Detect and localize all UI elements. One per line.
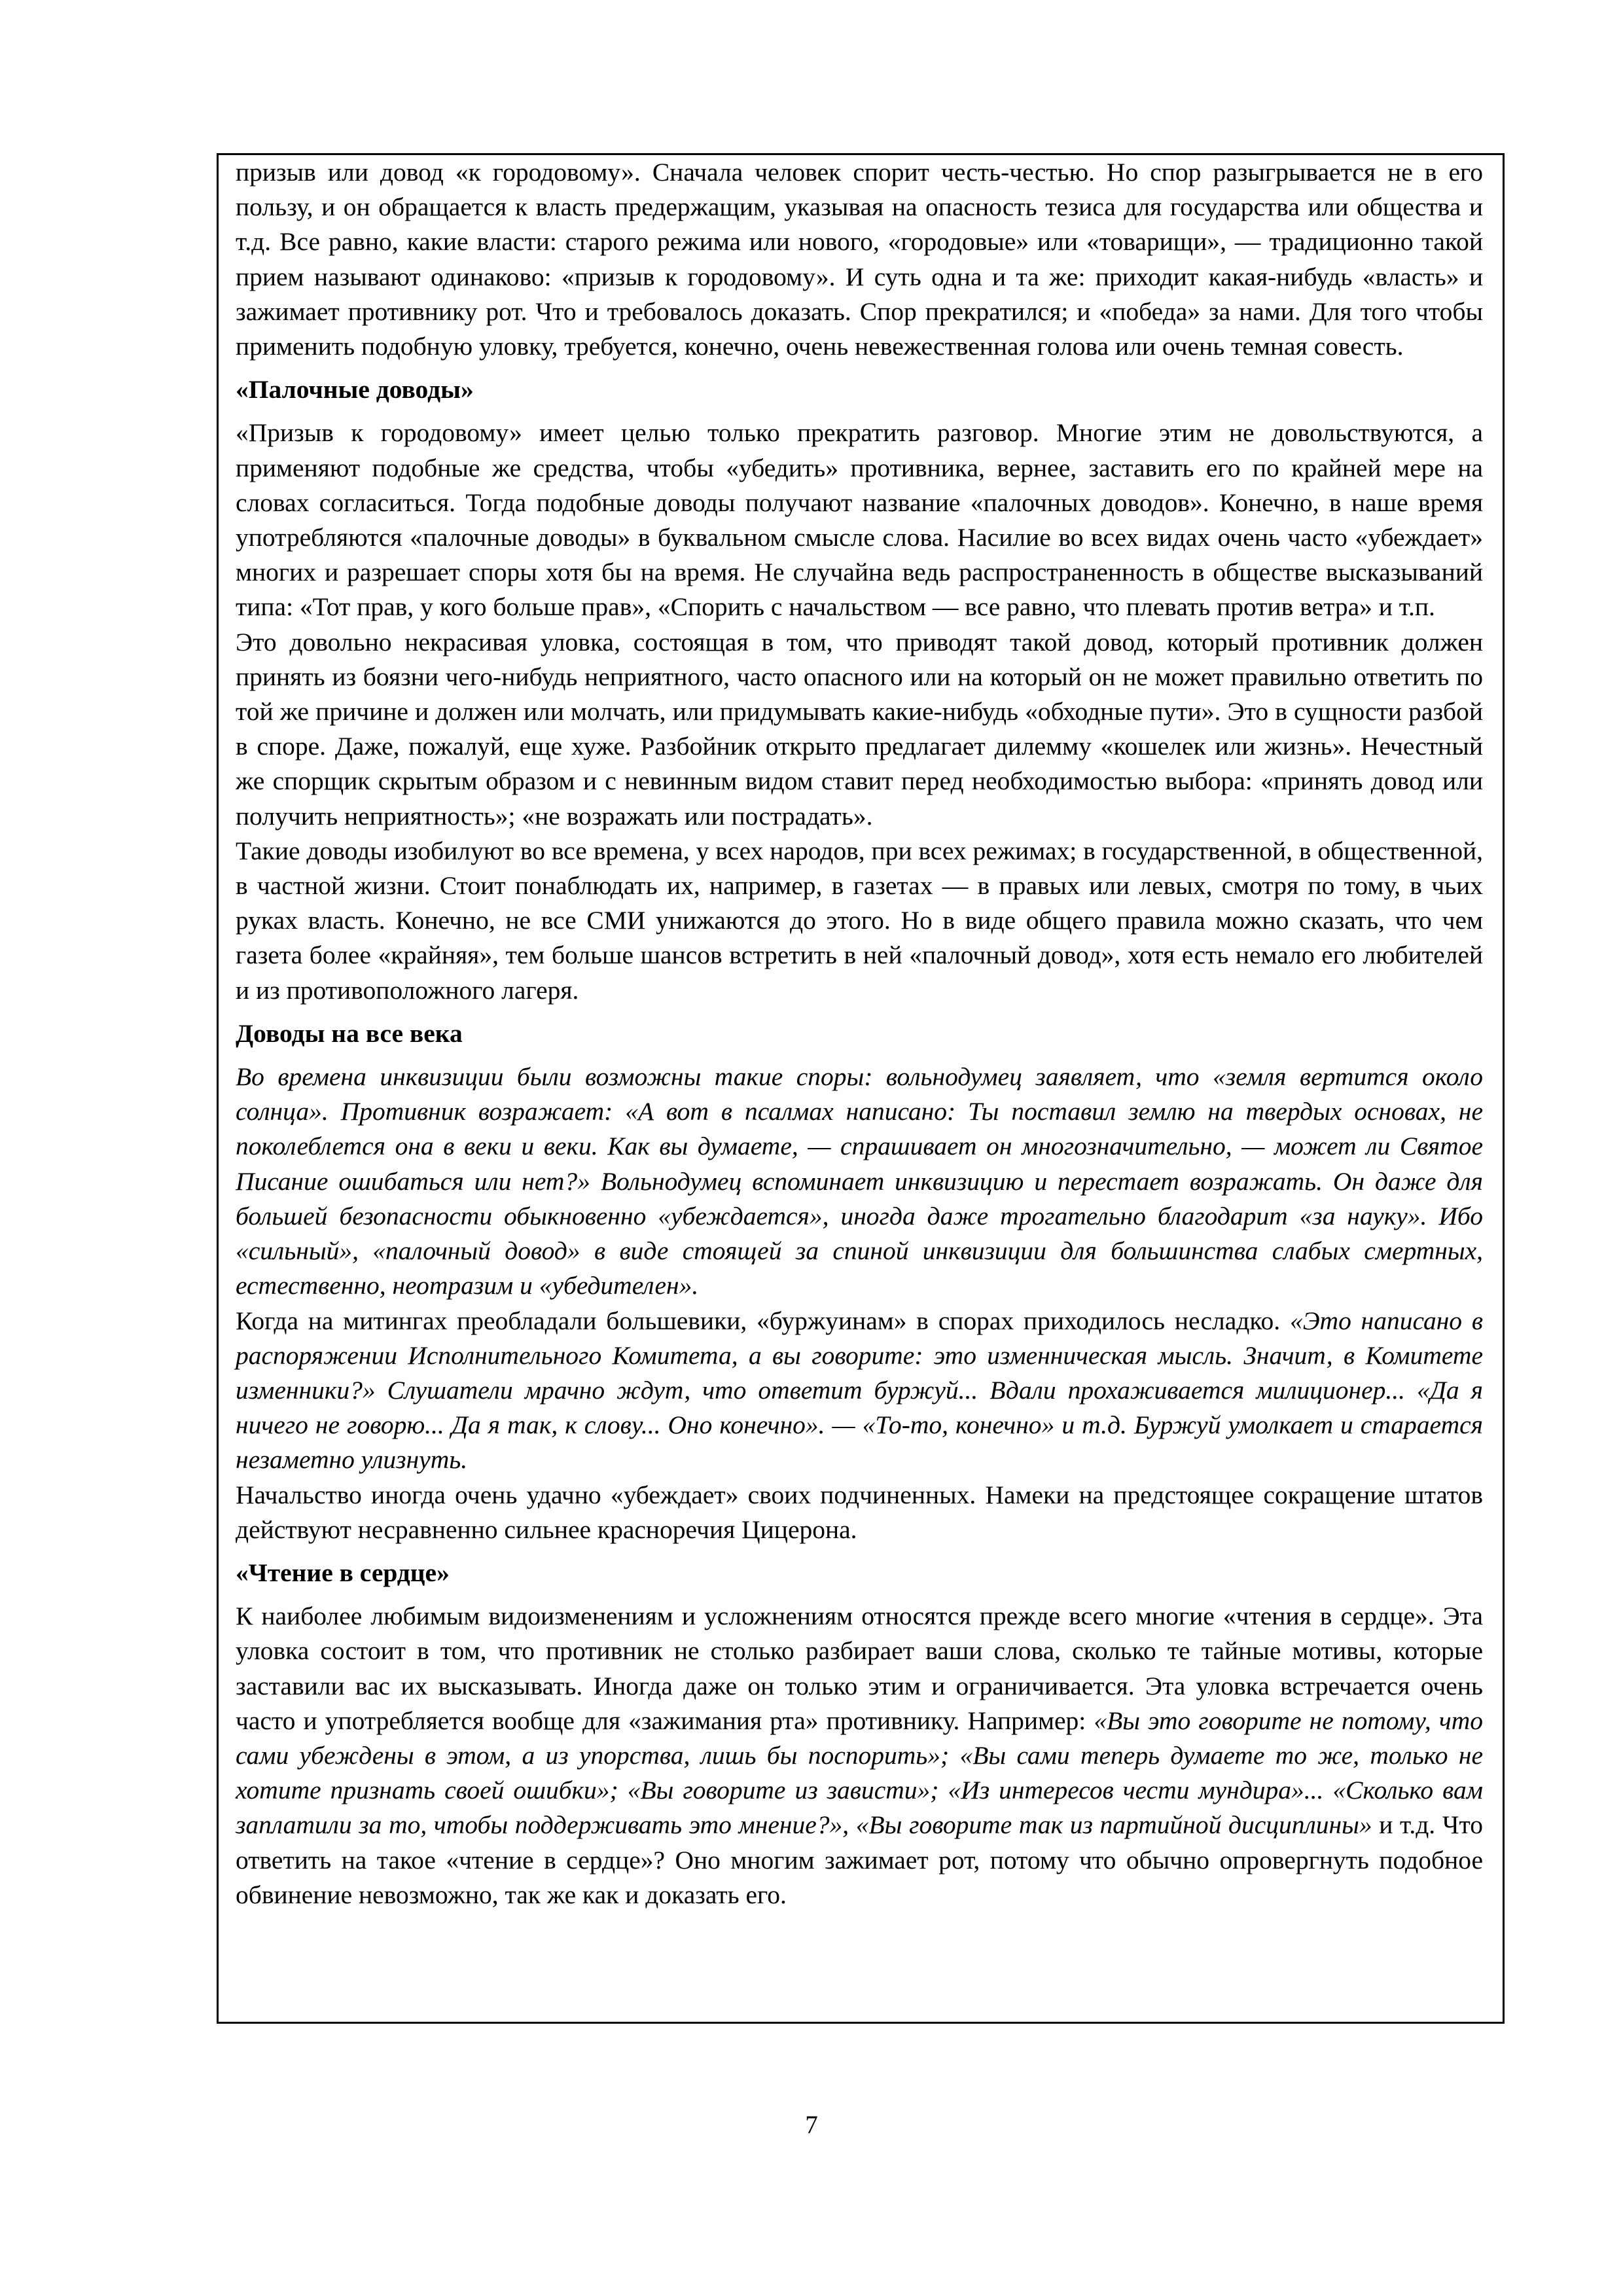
text-run-italic: Во времена инквизиции были возможны такие споры: вольнодумец заявляет, что «земля вертится около солнца». Противник возражает: «А вот в псалмах написано: Ты поставил землю на твердых основах, не поколеблется она в веки и веки. Как вы думаете, — спрашивает он многозначительно, — может ли Святое Писание ошибаться или нет?» Вольнодумец вспоминает инквизицию и перестает возражать. Он даже для большей безопасности обыкновенно «убеждается», иногда даже трогательно благодарит «за науку». Ибо «сильный», «палочный довод» в виде стоящей за спиной инквизиции для большинства слабых смертных, естественно, неотразим и «убедителен». xyxy=(236,1062,1483,1300)
paragraph xyxy=(236,416,1483,624)
text-run: и т.д. Что ответить на такое «чтение в сердце»? Оно многим зажимает рот, потому что обычно опровергнуть подобное обвинение невозможно, так же как и доказать его. xyxy=(236,1810,1483,1909)
text-run: Это довольно некрасивая уловка, состоящая в том, что приводят такой довод, который противник должен принять из боязни чего-нибудь неприятного, часто опасного или на который он не может правильно ответить по той же причине и должен или молчать, или придумывать какие-нибудь «обходные пути». Это в сущности разбой в споре. Даже, пожалуй, еще хуже. Разбойник открыто предлагает дилемму «кошелек или жизнь». Нечестный же спорщик скрытым образом и с невинным видом ставит перед необходимостью выбора: «принять довод или получить неприятность»; «не возражать или пострадать». xyxy=(236,627,1483,831)
text-run: «Призыв к городовому» имеет целью только прекратить разговор. Многие этим не довольствуются, а применяют подобные же средства, чтобы «убедить» противника, вернее, заставить его по крайней мере на словах согласиться. Тогда подобные доводы получают название «палочных доводов». Конечно, в наше время употребляются «палочные доводы» в буквальном смысле слова. Насилие во всех видах очень часто «убеждает» многих и разрешает споры хотя бы на время. Не случайна ведь распространенность в обществе высказываний типа: «Тот прав, у кого больше прав», «Спорить с начальством — все равно, что плевать против ветра» и т.п. xyxy=(236,418,1483,622)
paragraph xyxy=(236,155,1483,364)
paragraph xyxy=(236,1478,1483,1547)
text-run-italic: «Вы это говорите не потому, что сами убеждены в этом, а из упорства, лишь бы поспорить»; «Вы сами теперь думаете то же, только не хотите признать своей ошибки»; «Вы говорите из зависти»; «Из интересов чести мундира»... «Сколько вам заплатили за то, чтобы поддерживать это мнение?», «Вы говорите так из партийной дисциплины» xyxy=(236,1706,1483,1840)
text-run: Начальство иногда очень удачно «убеждает» своих подчиненных. Намеки на предстоящее сокращение штатов действуют несравненно сильнее красноречия Цицерона. xyxy=(236,1480,1483,1544)
paragraph xyxy=(236,1304,1483,1478)
page-number: 7 xyxy=(805,2111,818,2139)
text-run-italic: «Это написано в распоряжении Исполнительного Комитета, а вы говорите: это изменническая мысль. Значит, в Комитете изменники?» Слушатели мрачно ждут, что ответит буржуй... Вдали прохаживается милиционер... «Да я ничего не говорю... Да я так, к слову... Оно конечно». — «То-то, конечно» и т.д. Буржуй умолкает и старается незаметно улизнуть. xyxy=(236,1306,1483,1475)
paragraph xyxy=(236,625,1483,834)
paragraph xyxy=(236,1060,1483,1303)
section-heading: «Чтение в сердце» xyxy=(236,1558,450,1587)
text-run: Такие доводы изобилуют во все времена, у всех народов, при всех режимах; в государственной, в общественной, в частной жизни. Стоит понаблюдать их, например, в газетах — в правых или левых, смотря по тому, в чьих руках власть. Конечно, не все СМИ унижаются до этого. Но в виде общего правила можно сказать, что чем газета более «крайняя», тем больше шансов встретить в ней «палочный довод», хотя есть немало его любителей и из противоположного лагеря. xyxy=(236,836,1483,1005)
text-run: Когда на митингах преобладали большевики, «буржуинам» в спорах приходилось несладко. xyxy=(236,1306,1290,1335)
text-run: К наиболее любимым видоизменениям и усложнениям относятся прежде всего многие «чтения в сердце». Эта уловка состоит в том, что противник не столько разбирает ваши слова, сколько те тайные мотивы, которые заставили вас их высказывать. Иногда даже он только этим и ограничивается. Эта уловка встречается очень часто и употребляется вообще для «зажимания рта» противнику. Например: xyxy=(236,1602,1483,1735)
paragraph xyxy=(236,1599,1483,1912)
text-run: призыв или довод «к городовому». Сначала человек спорит честь-честью. Но спор разыгрывается не в его пользу, и он обращается к власть предержащим, указывая на опасность тезиса для государства или общества и т.д. Все равно, какие власти: старого режима или нового, «городовые» или «товарищи», — традиционно такой прием называют одинаково: «призыв к городовому». И суть одна и та же: приходит какая-нибудь «власть» и зажимает противнику рот. Что и требовалось доказать. Спор прекратился; и «победа» за нами. Для того чтобы применить подобную уловку, требуется, конечно, очень невежественная голова или очень темная совесть. xyxy=(236,158,1483,361)
text-frame xyxy=(217,153,1505,2024)
paragraph xyxy=(236,834,1483,1008)
section-heading: «Палочные доводы» xyxy=(236,375,474,404)
section-heading: Доводы на все века xyxy=(236,1018,463,1048)
